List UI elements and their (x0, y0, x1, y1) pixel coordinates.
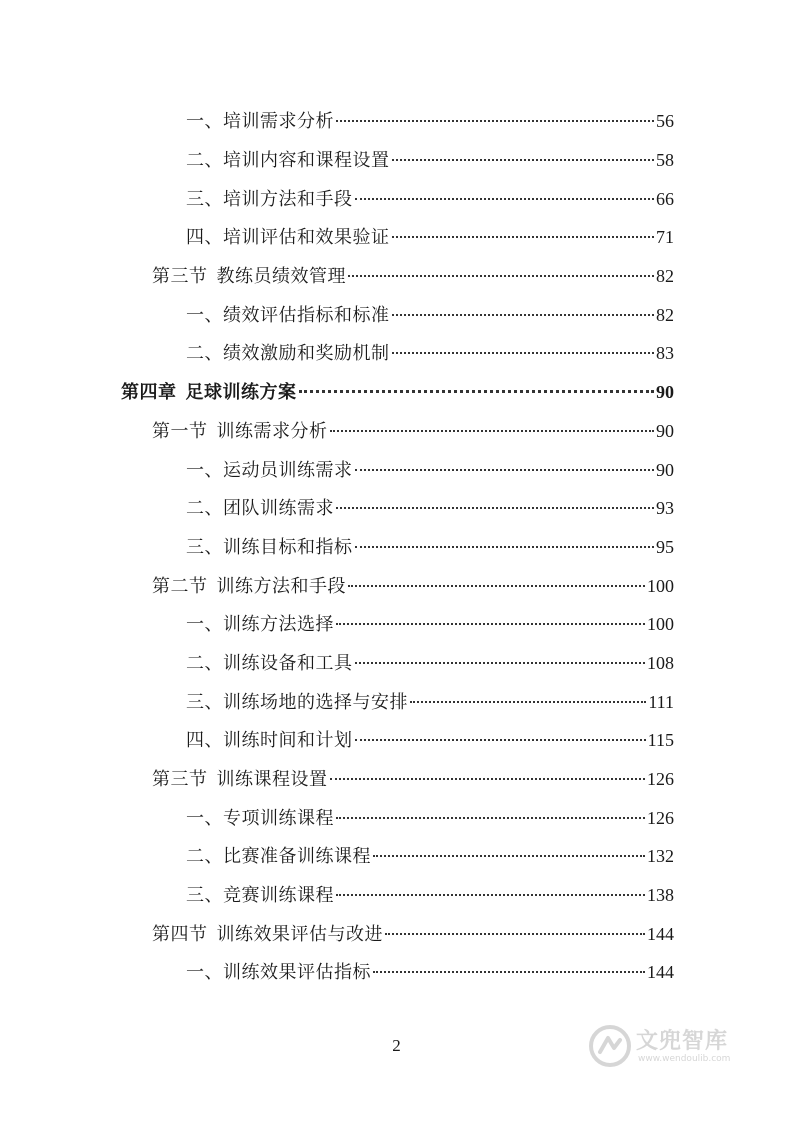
toc-entry-number: 三、 (186, 536, 223, 558)
toc-entry-number: 四、 (186, 227, 223, 249)
toc-leader-dots (330, 778, 646, 780)
toc-entry-number: 第二节 (152, 575, 208, 597)
toc-entry-page: 58 (656, 150, 674, 171)
toc-entry-page: 90 (656, 420, 674, 441)
toc-entry-title: 训练目标和指标 (223, 536, 353, 558)
toc-entry-page: 56 (656, 111, 674, 132)
toc-entry-number: 第一节 (152, 420, 208, 442)
watermark-brand: 文兜智库 (636, 1029, 729, 1054)
toc-leader-dots (336, 894, 645, 896)
toc-leader-dots (336, 120, 654, 122)
toc-entry-number: 三、 (186, 885, 223, 907)
toc-entry-page: 83 (656, 343, 674, 364)
toc-entry-number: 二、 (186, 343, 223, 365)
toc-entry-number: 三、 (186, 691, 223, 713)
toc-leader-dots (392, 236, 655, 238)
toc-leader-dots (392, 352, 655, 354)
toc-entry-number: 第四节 (152, 923, 208, 945)
toc-entry-page: 82 (656, 266, 674, 287)
toc-entry[interactable] (0, 333, 793, 372)
toc-entry-page: 82 (656, 304, 674, 325)
toc-leader-dots (348, 275, 654, 277)
toc-entry[interactable] (0, 952, 793, 991)
toc-entry[interactable] (0, 488, 793, 527)
toc-leader-dots (385, 933, 645, 935)
toc-leader-dots (355, 469, 655, 471)
toc-entry[interactable] (0, 294, 793, 333)
toc-leader-dots (392, 314, 655, 316)
toc-entry-title: 比赛准备训练课程 (223, 846, 371, 868)
toc-entry-number: 一、 (186, 962, 223, 984)
toc-leader-dots (336, 507, 654, 509)
toc-entry-number: 一、 (186, 807, 223, 829)
toc-entry[interactable] (0, 797, 793, 836)
toc-leader-dots (336, 623, 645, 625)
toc-leader-dots (355, 662, 646, 664)
toc-entry-title: 训练方法选择 (223, 614, 334, 636)
toc-entry-number: 一、 (186, 111, 223, 133)
toc-entry[interactable] (0, 643, 793, 682)
toc-entry-number: 二、 (186, 150, 223, 172)
toc-entry-number: 第四章 (121, 382, 177, 404)
toc-entry-title: 训练效果评估指标 (223, 962, 371, 984)
toc-entry-title: 团队训练需求 (223, 498, 334, 520)
toc-entry-number: 三、 (186, 188, 223, 210)
toc-entry-page: 71 (656, 227, 674, 248)
watermark-logo-icon (588, 1024, 632, 1068)
toc-entry-number: 一、 (186, 614, 223, 636)
toc-entry-title: 训练时间和计划 (223, 730, 353, 752)
toc-entry[interactable] (0, 913, 793, 952)
toc-entry-page: 90 (656, 382, 674, 403)
toc-entry[interactable] (0, 681, 793, 720)
toc-entry[interactable] (0, 411, 793, 450)
toc-entry-title: 训练课程设置 (216, 769, 328, 791)
toc-entry-page: 138 (647, 885, 674, 906)
toc-entry-title: 训练场地的选择与安排 (223, 691, 408, 713)
toc-entry[interactable] (0, 527, 793, 566)
toc-leader-dots (373, 971, 645, 973)
toc-entry-number: 二、 (186, 652, 223, 674)
toc-entry-number: 一、 (186, 459, 223, 481)
toc-entry-page: 144 (647, 923, 674, 944)
toc-entry-title: 训练设备和工具 (223, 652, 353, 674)
toc-entry-page: 100 (647, 614, 674, 635)
toc-entry-title: 培训需求分析 (223, 111, 334, 133)
toc-entry-number: 一、 (186, 304, 223, 326)
toc-entry-title: 绩效评估指标和标准 (223, 304, 390, 326)
toc-entry[interactable] (0, 449, 793, 488)
toc-leader-dots (355, 739, 646, 741)
toc-entry[interactable] (0, 101, 793, 140)
toc-entry-title: 教练员绩效管理 (216, 266, 346, 288)
toc-leader-dots (410, 701, 646, 703)
toc-entry-title: 训练效果评估与改进 (216, 923, 383, 945)
toc-entry-number: 第三节 (152, 769, 208, 791)
toc-entry-title: 足球训练方案 (185, 382, 297, 404)
toc-entry-page: 126 (647, 807, 674, 828)
watermark (588, 1020, 758, 1076)
toc-entry[interactable] (0, 178, 793, 217)
toc-leader-dots (299, 390, 655, 393)
toc-entry[interactable] (0, 372, 793, 411)
toc-entry-page: 132 (647, 846, 674, 867)
toc-entry[interactable] (0, 720, 793, 759)
toc-entry-number: 四、 (186, 730, 223, 752)
toc-leader-dots (355, 198, 655, 200)
toc-entry[interactable] (0, 875, 793, 914)
toc-entry-title: 训练方法和手段 (216, 575, 346, 597)
toc-entry-number: 第三节 (152, 266, 208, 288)
toc-entry-title: 竞赛训练课程 (223, 885, 334, 907)
toc-entry-title: 训练需求分析 (216, 420, 328, 442)
toc-entry[interactable] (0, 836, 793, 875)
watermark-url: www.wendoulib.com (638, 1054, 731, 1064)
toc-entry[interactable] (0, 565, 793, 604)
toc-entry-title: 运动员训练需求 (223, 459, 353, 481)
toc-entry[interactable] (0, 759, 793, 798)
toc-leader-dots (330, 430, 655, 432)
toc-entry[interactable] (0, 256, 793, 295)
toc-entry-page: 100 (647, 575, 674, 596)
toc-entry-page: 66 (656, 188, 674, 209)
toc-entry-title: 专项训练课程 (223, 807, 334, 829)
toc-entry-number: 二、 (186, 498, 223, 520)
toc-entry-page: 95 (656, 536, 674, 557)
toc-entry-page: 144 (647, 962, 674, 983)
table-of-contents (0, 101, 793, 991)
toc-entry-title: 培训内容和课程设置 (223, 150, 390, 172)
toc-entry[interactable] (0, 604, 793, 643)
toc-entry-page: 111 (648, 691, 674, 712)
toc-entry[interactable] (0, 217, 793, 256)
toc-entry-page: 126 (647, 769, 674, 790)
toc-entry[interactable] (0, 140, 793, 179)
toc-leader-dots (348, 585, 645, 587)
toc-entry-page: 108 (647, 652, 674, 673)
toc-entry-page: 93 (656, 498, 674, 519)
toc-entry-title: 培训评估和效果验证 (223, 227, 390, 249)
toc-leader-dots (392, 159, 655, 161)
toc-entry-number: 二、 (186, 846, 223, 868)
toc-entry-page: 90 (656, 459, 674, 480)
toc-entry-title: 绩效激励和奖励机制 (223, 343, 390, 365)
toc-leader-dots (373, 855, 645, 857)
toc-entry-title: 培训方法和手段 (223, 188, 353, 210)
toc-leader-dots (336, 817, 645, 819)
page-number: 2 (392, 1036, 401, 1055)
toc-leader-dots (355, 546, 655, 548)
toc-entry-page: 115 (647, 730, 674, 751)
